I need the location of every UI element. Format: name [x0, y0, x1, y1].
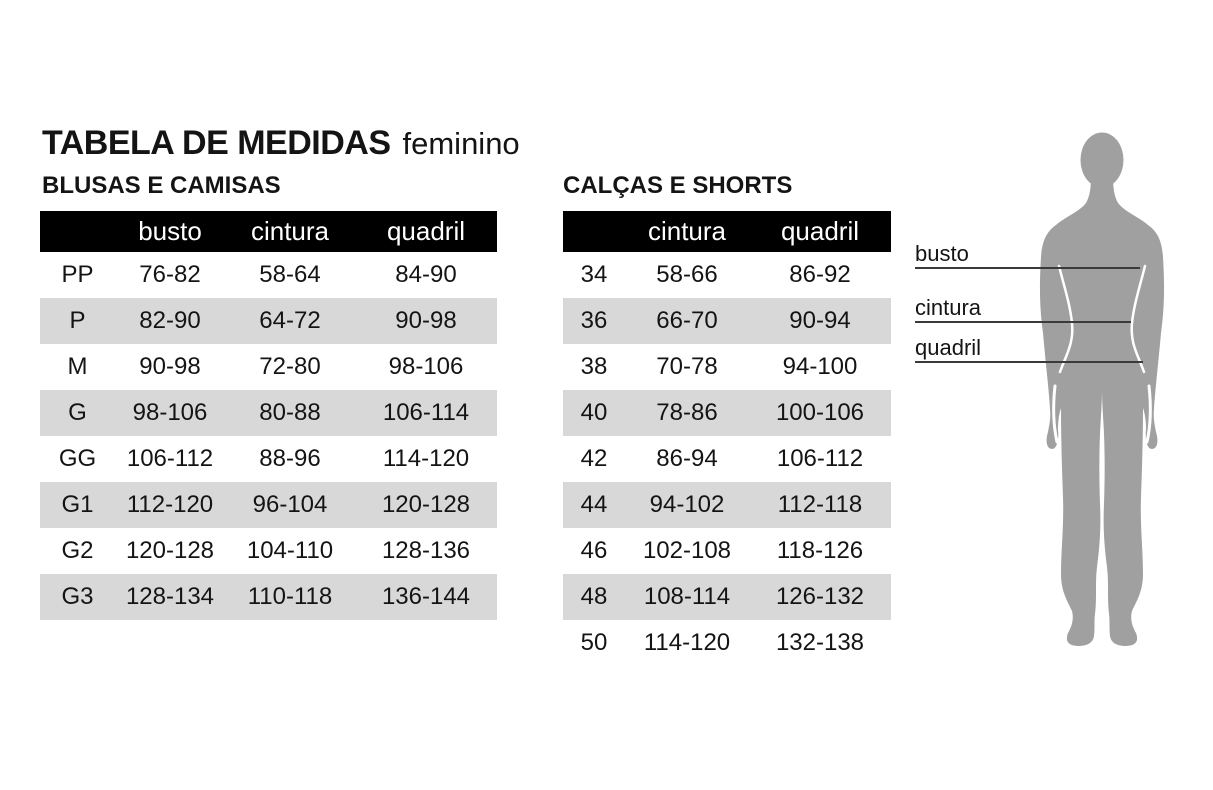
female-body-silhouette-icon: [1037, 130, 1167, 650]
table-header-row: [563, 211, 891, 252]
quadril-measure-line: [915, 361, 1143, 363]
table-row: [563, 436, 891, 482]
title-main: TABELA DE MEDIDAS: [42, 124, 391, 162]
table-cell: PP: [61, 261, 94, 288]
table-row: [40, 436, 497, 482]
column-header: busto: [138, 216, 202, 246]
table-cell: 96-104: [252, 491, 328, 518]
table-cell: 86-94: [656, 445, 718, 472]
table-cell: 88-96: [259, 445, 321, 472]
section-title-blusas-e-camisas: BLUSAS E CAMISAS: [42, 172, 281, 199]
table-cell: 58-66: [656, 261, 718, 288]
table-row: [563, 344, 891, 390]
table-cell: 106-112: [776, 445, 864, 472]
table-cell: 112-118: [777, 491, 863, 518]
column-header: [563, 211, 625, 252]
column-header: [40, 211, 115, 252]
table-row: [563, 252, 891, 298]
table-cell: G1: [61, 491, 94, 518]
table-cell: 94-100: [782, 353, 858, 380]
table-cell: 90-98: [395, 307, 457, 334]
table-cell: 50: [580, 629, 608, 656]
table-row: [563, 574, 891, 620]
table-cell: 90-94: [789, 307, 851, 334]
column-header: cintura: [250, 216, 330, 246]
table-row: [40, 298, 497, 344]
table-cell: 94-102: [649, 491, 725, 518]
table-cell: 98-106: [388, 353, 464, 380]
table-cell: 36: [580, 307, 608, 334]
column-header: quadril: [386, 216, 466, 246]
table-cell: 72-80: [259, 353, 321, 380]
table-cell: 120-128: [381, 491, 471, 518]
table-cell: 42: [580, 445, 608, 472]
table-cell: G: [68, 399, 87, 426]
section-title-calcas-e-shorts: CALÇAS E SHORTS: [563, 172, 793, 199]
table-body: [563, 252, 891, 666]
table-cell: 34: [580, 261, 608, 288]
table-cell: GG: [58, 445, 97, 472]
table-row: [563, 482, 891, 528]
table-cell: P: [69, 307, 86, 334]
table-cell: 112-120: [126, 491, 214, 518]
table-cell: 104-110: [246, 537, 334, 564]
calcas-e-shorts-table: [563, 211, 891, 666]
table-cell: 38: [580, 353, 608, 380]
table-row: [563, 298, 891, 344]
table-cell: 118-126: [776, 537, 864, 564]
table-cell: 126-132: [775, 583, 865, 610]
busto-label: busto: [915, 241, 969, 266]
table-cell: 66-70: [656, 307, 718, 334]
table-cell: 128-136: [381, 537, 471, 564]
table-cell: 114-120: [382, 445, 470, 472]
table-cell: 82-90: [139, 307, 201, 334]
table-body: [40, 252, 497, 620]
table-cell: G3: [61, 583, 94, 610]
table-row: [40, 344, 497, 390]
table-cell: 84-90: [395, 261, 457, 288]
table-cell: 100-106: [775, 399, 865, 426]
cintura-measure-line: [915, 321, 1131, 323]
table-cell: G2: [61, 537, 94, 564]
table-cell: 120-128: [125, 537, 215, 564]
table-cell: 90-98: [139, 353, 201, 380]
table-cell: 102-108: [642, 537, 732, 564]
column-header: cintura: [647, 216, 727, 246]
cintura-label: cintura: [915, 295, 982, 320]
table-cell: 70-78: [656, 353, 718, 380]
table-cell: 58-64: [259, 261, 321, 288]
busto-measure-line: [915, 267, 1140, 269]
table-row: [40, 482, 497, 528]
page-title: [42, 124, 520, 163]
table-cell: 110-118: [247, 583, 333, 610]
table-cell: M: [67, 353, 88, 380]
table-cell: 86-92: [789, 261, 851, 288]
table-cell: 76-82: [139, 261, 201, 288]
blusas-e-camisas-table: [40, 211, 497, 620]
table-cell: 108-114: [643, 583, 731, 610]
table-cell: 132-138: [775, 629, 865, 656]
table-cell: 114-120: [643, 629, 731, 656]
column-header: quadril: [780, 216, 860, 246]
table-row: [40, 390, 497, 436]
table-cell: 106-114: [382, 399, 470, 426]
table-cell: 40: [580, 399, 608, 426]
table-cell: 46: [580, 537, 608, 564]
table-cell: 78-86: [656, 399, 718, 426]
table-row: [563, 620, 891, 666]
title-sub: feminino: [402, 126, 520, 161]
table-cell: 80-88: [259, 399, 321, 426]
quadril-label: quadril: [915, 335, 982, 360]
table-header-row: [40, 211, 497, 252]
table-row: [40, 252, 497, 298]
table-cell: 98-106: [132, 399, 208, 426]
table-cell: 106-112: [126, 445, 214, 472]
table-row: [40, 528, 497, 574]
table-row: [563, 390, 891, 436]
table-cell: 136-144: [381, 583, 471, 610]
table-row: [40, 574, 497, 620]
table-cell: 48: [580, 583, 608, 610]
table-cell: 64-72: [259, 307, 321, 334]
table-cell: 44: [580, 491, 608, 518]
table-cell: 128-134: [125, 583, 215, 610]
table-row: [563, 528, 891, 574]
